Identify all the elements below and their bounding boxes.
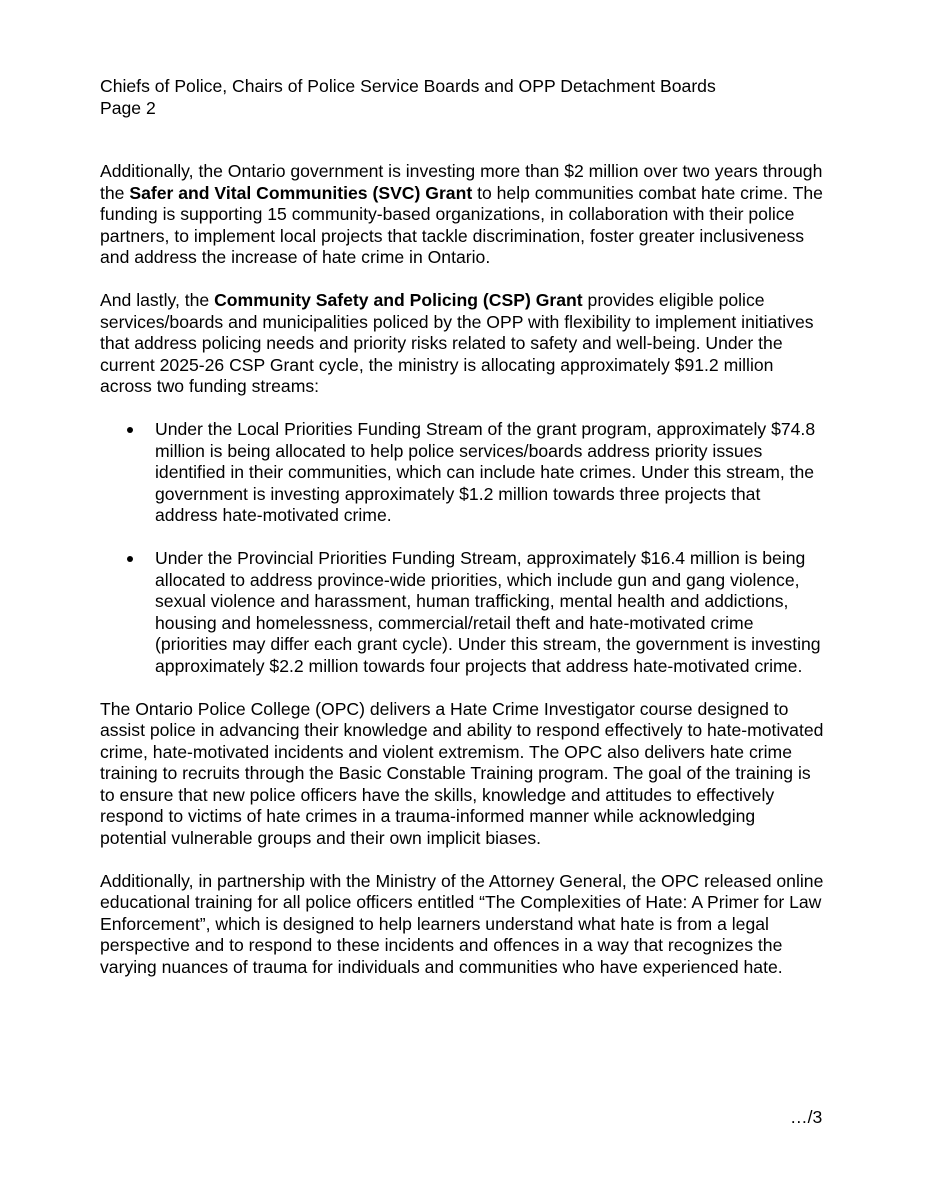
list-item-text: Under the Provincial Priorities Funding Stream, approximately $16.4 million is being allocated to address province-wide priorities, which include gun and gang violence, sexual violence and harassment, human trafficking, mental health and addictions, housing and homelessness, commercial/retail theft and hate-motivated crime (priorities may differ each grant cycle). Under this stream, the government is investing approximately $2.2 million towards four projects that address hate-motivated crime. bbox=[155, 548, 821, 676]
funding-streams-list bbox=[100, 419, 826, 677]
svc-text-before: Additionally, the Ontario government is investing more than $2 million over two years through the bbox=[100, 161, 823, 203]
header-recipients: Chiefs of Police, Chairs of Police Service Boards and OPP Detachment Boards bbox=[100, 76, 716, 96]
svc-text-after: to help communities combat hate crime. The funding is supporting 15 community-based organizations, in collaboration with their police partners, to implement local projects that tackle discrimination, foster greater inclusiveness and address the increase of hate crime in Ontario. bbox=[100, 182, 823, 267]
letter-body bbox=[100, 161, 826, 1000]
bullet-icon bbox=[127, 556, 133, 562]
letter-header bbox=[100, 76, 880, 119]
list-item-text: Under the Local Priorities Funding Stream of the grant program, approximately $74.8 million is being allocated to help police services/boards address priority issues identified in their communities, which can include hate crimes. Under this stream, the government is investing approximately $1.2 million towards three projects that address hate-motivated crime. bbox=[155, 419, 816, 525]
paragraph-online-training: Additionally, in partnership with the Ministry of the Attorney General, the OPC released online educational training for all police officers entitled “The Complexities of Hate: A Primer for Law Enforcement”, which is designed to help learners understand what hate is from a legal perspective and to respond to these incidents and offences in a way that recognizes the varying nuances of trauma for individuals and communities who have experienced hate. bbox=[100, 870, 824, 977]
paragraph-svc-grant bbox=[100, 161, 826, 269]
svc-grant-name: Safer and Vital Communities (SVC) Grant bbox=[129, 182, 473, 203]
bullet-icon bbox=[127, 427, 133, 433]
csp-text-after: provides eligible police services/boards and municipalities policed by the OPP with flexibility to implement initiatives that address policing needs and priority risks related to safety and well-being. Under the current 2025-26 CSP Grant cycle, the ministry is allocating approximately $91.2 million across two funding streams: bbox=[100, 290, 814, 396]
csp-grant-name: Community Safety and Policing (CSP) Grant bbox=[214, 290, 583, 310]
list-item-provincial-priorities bbox=[100, 548, 826, 677]
csp-text-before: And lastly, the bbox=[100, 290, 215, 310]
header-page-number: Page 2 bbox=[100, 97, 156, 118]
list-item-local-priorities bbox=[100, 419, 826, 527]
page-continuation: …/3 bbox=[790, 1107, 823, 1127]
paragraph-opc-course: The Ontario Police College (OPC) delivers a Hate Crime Investigator course designed to assist police in advancing their knowledge and ability to respond effectively to hate-motivated crime, hate-motivated incidents and violent extremism. The OPC also delivers hate crime training to recruits through the Basic Constable Training program. The goal of the training is to ensure that new police officers have the skills, knowledge and attitudes to effectively respond to victims of hate crimes in a trauma-informed manner while acknowledging potential vulnerable groups and their own implicit biases. bbox=[100, 698, 824, 848]
paragraph-csp-grant bbox=[100, 290, 826, 398]
